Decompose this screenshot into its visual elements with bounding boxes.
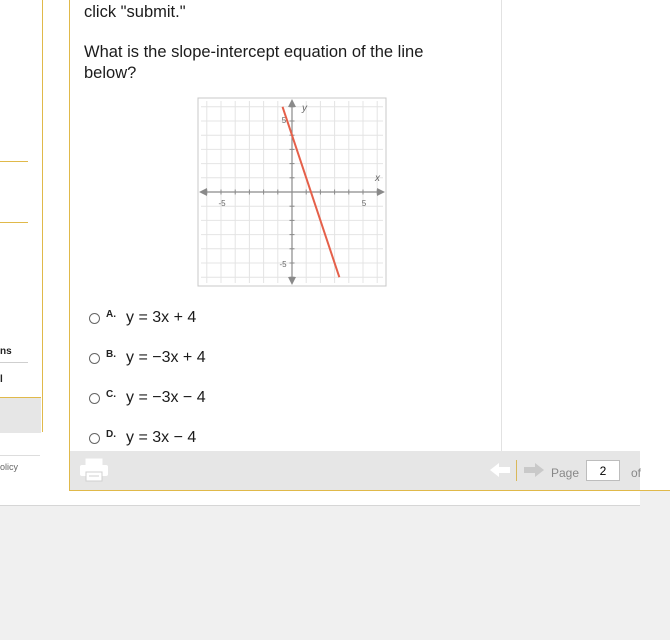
option-b[interactable] [89,347,206,369]
printer-icon[interactable] [79,458,109,482]
y-axis-label: y [302,103,307,114]
option-c[interactable] [89,387,206,409]
page-of-label: of [631,466,642,480]
content-divider [501,0,502,451]
radio-button-a[interactable] [89,313,100,324]
x-tick-label-5: 5 [361,199,367,208]
x-axis-label: x [375,173,380,184]
left-sidebar [0,0,43,432]
privacy-policy-link[interactable]: olicy [0,462,19,472]
sidebar-footer-band [0,397,41,433]
option-equation: y = 3x + 4 [126,309,197,326]
instruction-text: click "submit." [84,3,186,21]
arrow-right-icon[interactable] [524,462,544,478]
sidebar-item-label[interactable]: ns [0,346,12,357]
option-equation: y = −3x + 4 [126,349,206,366]
radio-button-b[interactable] [89,353,100,364]
option-letter: A. [106,308,116,320]
option-letter: C. [106,388,116,400]
option-a[interactable] [89,307,196,329]
y-tick-label-5: 5 [281,116,287,125]
option-equation: y = −3x − 4 [126,389,206,406]
option-letter: D. [106,428,116,440]
radio-button-c[interactable] [89,393,100,404]
x-tick-label-neg5: -5 [218,199,226,208]
radio-button-d[interactable] [89,433,100,444]
page-number-input[interactable] [586,460,620,481]
sidebar-item-label[interactable]: l [0,374,3,385]
coordinate-graph [197,97,387,287]
option-d[interactable] [89,427,196,449]
footer-divider [0,455,40,456]
sidebar-divider [0,161,28,162]
question-prompt: What is the slope-intercept equation of the line below? [84,43,424,82]
nav-separator [516,460,517,481]
sidebar-divider [0,222,28,223]
arrow-left-icon[interactable] [490,462,510,478]
bottom-toolbar [70,451,640,490]
sidebar-divider [0,362,28,363]
y-tick-label-neg5: -5 [279,260,287,269]
page-label: Page [551,466,580,480]
option-equation: y = 3x − 4 [126,429,197,446]
option-letter: B. [106,348,116,360]
